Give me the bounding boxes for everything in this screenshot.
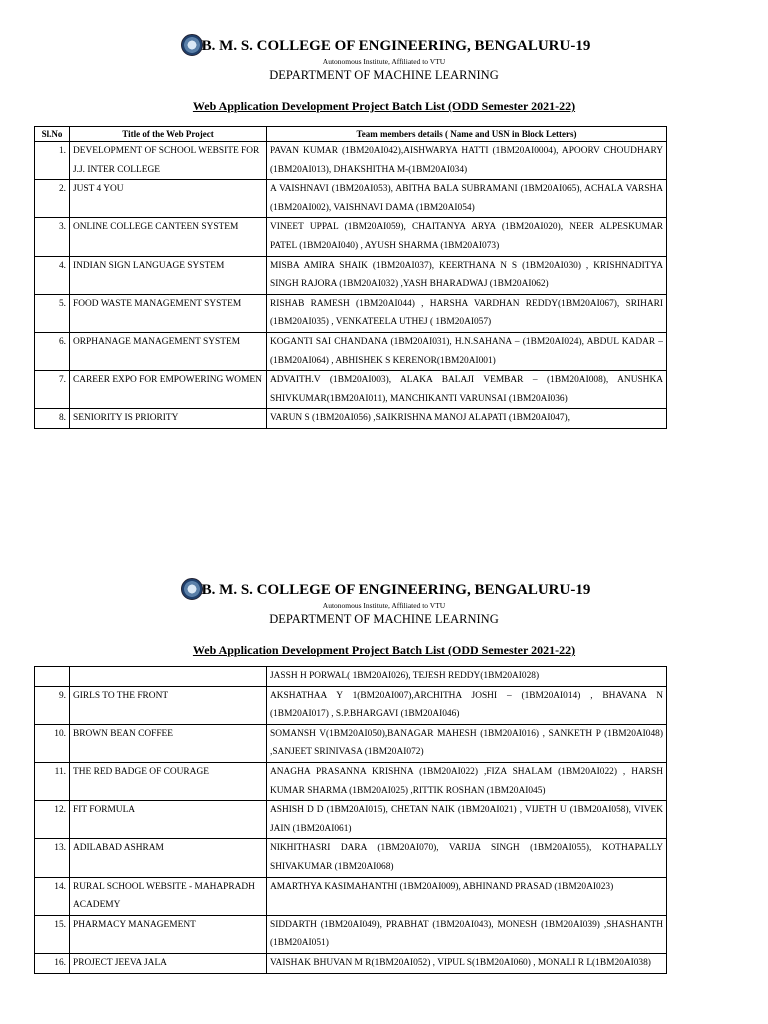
row-project-title: PHARMACY MANAGEMENT: [70, 915, 267, 953]
table-row: [35, 256, 667, 294]
row-team-members: RISHAB RAMESH (1BM20AI044) , HARSHA VARDHAN REDDY(1BM20AI067), SRIHARI (1BM20AI035) , VENKATEELA UTHEJ ( 1BM20AI057): [267, 294, 667, 332]
row-team-members: SOMANSH V(1BM20AI050),BANAGAR MAHESH (1BM20AI016) , SANKETH P (1BM20AI048) ,SANJEET SRINIVASA (1BM20AI072): [267, 724, 667, 762]
row-team-members: JASSH H PORWAL( 1BM20AI026), TEJESH REDDY(1BM20AI028): [267, 667, 667, 687]
college-subtitle: Autonomous Institute, Affiliated to VTU: [322, 601, 446, 610]
row-project-title: GIRLS TO THE FRONT: [70, 686, 267, 724]
table-row: [35, 877, 667, 915]
row-slno: 10.: [35, 724, 70, 762]
table-row: [35, 839, 667, 877]
row-team-members: ASHISH D D (1BM20AI015), CHETAN NAIK (1BM20AI021) , VIJETH U (1BM20AI058), VIVEK JAIN (1BM20AI061): [267, 801, 667, 839]
row-team-members: ANAGHA PRASANNA KRISHNA (1BM20AI022) ,FIZA SHALAM (1BM20AI022) , HARSH KUMAR SHARMA (1BM20AI025) ,RITTIK ROSHAN (1BM20AI045): [267, 762, 667, 800]
project-table: [34, 126, 667, 429]
row-project-title: FOOD WASTE MANAGEMENT SYSTEM: [70, 294, 267, 332]
row-slno: 13.: [35, 839, 70, 877]
column-header-slno: Sl.No: [35, 127, 70, 142]
project-table: [34, 666, 667, 974]
row-project-title: THE RED BADGE OF COURAGE: [70, 762, 267, 800]
row-team-members: PAVAN KUMAR (1BM20AI042),AISHWARYA HATTI (1BM20AI0004), APOORV CHOUDHARY (1BM20AI013), DHAKSHITHA M-(1BM20AI034): [267, 142, 667, 180]
row-slno: 3.: [35, 218, 70, 256]
row-project-title: [70, 667, 267, 687]
row-team-members: MISBA AMIRA SHAIK (1BM20AI037), KEERTHANA N S (1BM20AI030) , KRISHNADITYA SINGH RAJORA (1BM20AI032) ,YASH BHARADWAJ (1BM20AI062): [267, 256, 667, 294]
college-name: B. M. S. COLLEGE OF ENGINEERING, BENGALURU-19: [201, 38, 591, 54]
college-subtitle: Autonomous Institute, Affiliated to VTU: [322, 57, 446, 66]
table-row: [35, 218, 667, 256]
row-slno: 2.: [35, 180, 70, 218]
page-two: [0, 574, 768, 968]
row-project-title: CAREER EXPO FOR EMPOWERING WOMEN: [70, 371, 267, 409]
row-team-members: A VAISHNAVI (1BM20AI053), ABITHA BALA SUBRAMANI (1BM20AI065), ACHALA VARSHA (1BM20AI002), VAISHNAVI DAMA (1BM20AI054): [267, 180, 667, 218]
row-project-title: SENIORITY IS PRIORITY: [70, 409, 267, 429]
table-row: [35, 294, 667, 332]
row-project-title: ORPHANAGE MANAGEMENT SYSTEM: [70, 332, 267, 370]
table-row: [35, 915, 667, 953]
row-slno: 8.: [35, 409, 70, 429]
batch-list-title: Web Application Development Project Batch List (ODD Semester 2021-22): [192, 643, 576, 657]
table-row: [35, 801, 667, 839]
row-slno: 15.: [35, 915, 70, 953]
table-row: [35, 409, 667, 429]
table-row: [35, 686, 667, 724]
row-project-title: DEVELOPMENT OF SCHOOL WEBSITE FOR J.J. INTER COLLEGE: [70, 142, 267, 180]
table-header-row: [35, 127, 667, 142]
row-project-title: RURAL SCHOOL WEBSITE - MAHAPRADH ACADEMY: [70, 877, 267, 915]
table-row: [35, 953, 667, 973]
row-slno: [35, 667, 70, 687]
page-one: [0, 30, 768, 424]
row-team-members: AKSHATHAA Y 1(BM20AI007),ARCHITHA JOSHI – (1BM20AI014) , BHAVANA N (1BM20AI017) , S.P.BHARGAVI (1BM20AI046): [267, 686, 667, 724]
letterhead: [0, 574, 768, 624]
row-project-title: JUST 4 YOU: [70, 180, 267, 218]
department-name: DEPARTMENT OF MACHINE LEARNING: [269, 612, 499, 626]
row-project-title: FIT FORMULA: [70, 801, 267, 839]
column-header-team: Team members details ( Name and USN in Block Letters): [267, 127, 667, 142]
row-project-title: ADILABAD ASHRAM: [70, 839, 267, 877]
batch-list-title: Web Application Development Project Batch List (ODD Semester 2021-22): [192, 99, 576, 113]
row-project-title: ONLINE COLLEGE CANTEEN SYSTEM: [70, 218, 267, 256]
row-slno: 6.: [35, 332, 70, 370]
table-row: [35, 724, 667, 762]
row-project-title: BROWN BEAN COFFEE: [70, 724, 267, 762]
row-slno: 1.: [35, 142, 70, 180]
column-header-title: Title of the Web Project: [70, 127, 267, 142]
row-team-members: SIDDARTH (1BM20AI049), PRABHAT (1BM20AI043), MONESH (1BM20AI039) ,SHASHANTH (1BM20AI051): [267, 915, 667, 953]
row-team-members: VINEET UPPAL (1BM20AI059), CHAITANYA ARYA (1BM20AI020), NEER ALPESKUMAR PATEL (1BM20AI040) , AYUSH SHARMA (1BM20AI073): [267, 218, 667, 256]
college-name: B. M. S. COLLEGE OF ENGINEERING, BENGALURU-19: [201, 582, 591, 598]
row-team-members: VAISHAK BHUVAN M R(1BM20AI052) , VIPUL S(1BM20AI060) , MONALI R L(1BM20AI038): [267, 953, 667, 973]
letterhead: [0, 30, 768, 80]
row-slno: 11.: [35, 762, 70, 800]
row-slno: 14.: [35, 877, 70, 915]
row-team-members: ADVAITH.V (1BM20AI003), ALAKA BALAJI VEMBAR – (1BM20AI008), ANUSHKA SHIVKUMAR(1BM20AI011), MANCHIKANTI VARUNSAI (1BM20AI036): [267, 371, 667, 409]
row-team-members: KOGANTI SAI CHANDANA (1BM20AI031), H.N.SAHANA – (1BM20AI024), ABDUL KADAR – (1BM20AI064) , ABHISHEK S KERENOR(1BM20AI001): [267, 332, 667, 370]
row-slno: 5.: [35, 294, 70, 332]
row-slno: 4.: [35, 256, 70, 294]
row-slno: 7.: [35, 371, 70, 409]
table-row: [35, 180, 667, 218]
table-row: [35, 762, 667, 800]
table-row: [35, 142, 667, 180]
row-project-title: INDIAN SIGN LANGUAGE SYSTEM: [70, 256, 267, 294]
table-row: [35, 332, 667, 370]
row-team-members: AMARTHYA KASIMAHANTHI (1BM20AI009), ABHINAND PRASAD (1BM20AI023): [267, 877, 667, 915]
row-project-title: PROJECT JEEVA JALA: [70, 953, 267, 973]
department-name: DEPARTMENT OF MACHINE LEARNING: [269, 68, 499, 82]
row-team-members: VARUN S (1BM20AI056) ,SAIKRISHNA MANOJ ALAPATI (1BM20AI047),: [267, 409, 667, 429]
row-slno: 12.: [35, 801, 70, 839]
row-team-members: NIKHITHASRI DARA (1BM20AI070), VARIJA SINGH (1BM20AI055), KOTHAPALLY SHIVAKUMAR (1BM20AI068): [267, 839, 667, 877]
table-row: [35, 667, 667, 687]
row-slno: 16.: [35, 953, 70, 973]
table-row: [35, 371, 667, 409]
row-slno: 9.: [35, 686, 70, 724]
